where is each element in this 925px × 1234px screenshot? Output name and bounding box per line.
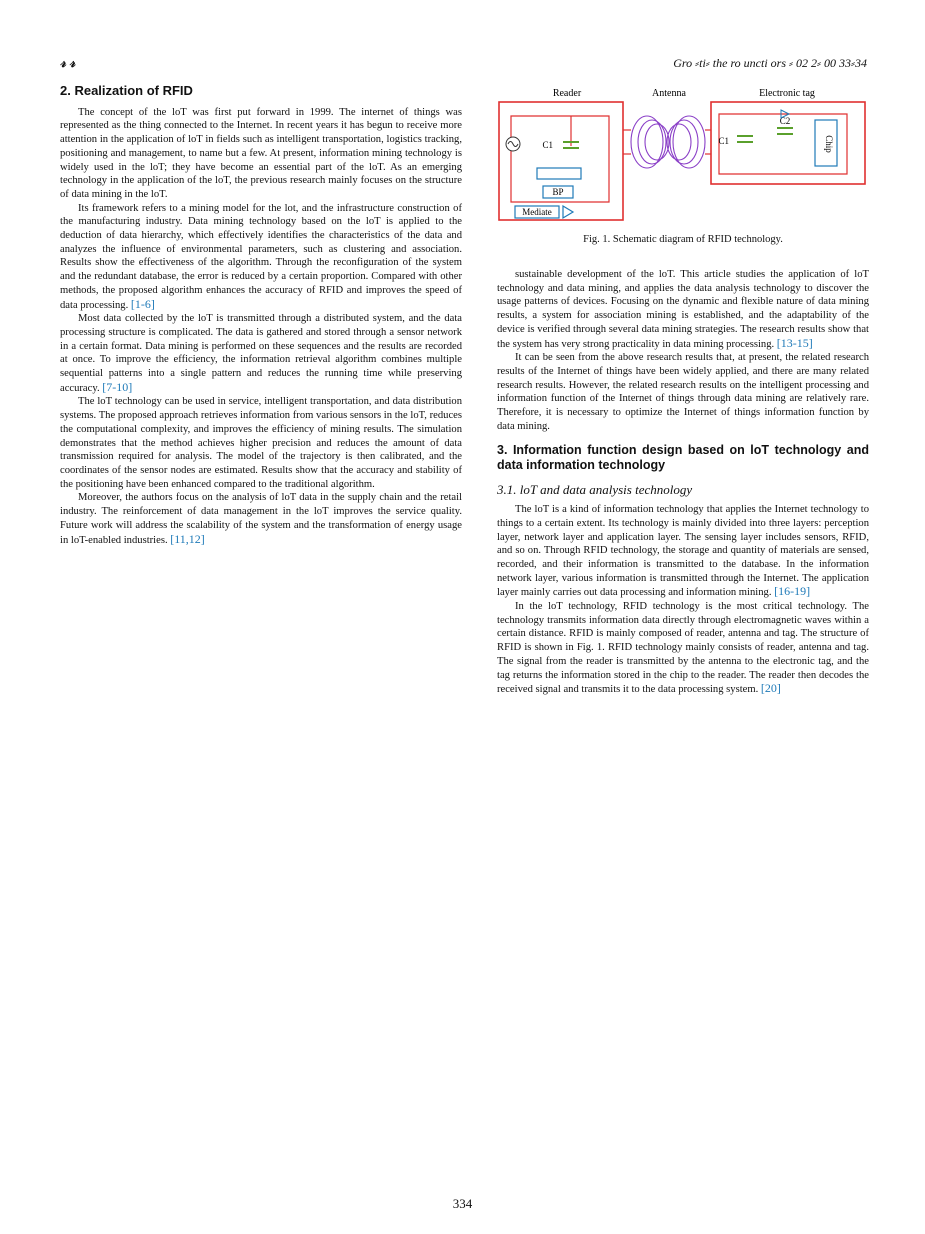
figure-caption: Fig. 1. Schematic diagram of RFID technology. <box>583 234 783 245</box>
running-header-left: 𝓇 𝓇 <box>60 56 76 71</box>
citation: [20] <box>760 681 781 696</box>
antenna-label: Antenna <box>652 88 686 99</box>
body-paragraph: Most data collected by the loT is transmitted through a distributed system, and the data processing structure is complicated. The data is gathered and stored through a sensor network in a certain format. Data mining is performed on these sequences and the results are recorded at once. To improve the efficiency, the information retrieval algorithm combines multiple sequential patterns into a single pattern and reduces the running time while preserving accuracy. [7-10] <box>60 313 462 394</box>
section-heading: 3. Information function design based on loT technology and data information technology <box>497 443 869 473</box>
body-paragraph: sustainable development of the loT. This article studies the application of loT technology and data mining, and applies the data analysis technology to discover the usage patterns of devices. Focusing on the dynamic and flexible nature of data mining results, a system for association mining is established, and the adaptability of the device is verified through several data mining strategies. The research results show that the system has very strong practicality in data mining processing. [13-15] <box>497 269 869 350</box>
svg-text:Chip: Chip <box>824 135 834 153</box>
page-number: 334 <box>452 1196 473 1211</box>
subsection-heading: 3.1. loT and data analysis technology <box>497 482 693 498</box>
body-paragraph: In the loT technology, RFID technology is the most critical technology. The technology transmits information data directly through electromagnetic waves within a certain distance. RFID is mainly composed of reader, antenna and tag. The structure of RFID is shown in Fig. 1. RFID technology mainly consists of reader, antenna and tag. The signal from the reader is transmitted by the antenna to the electronic tag, and the tag returns the information stored in the chip to the reader. The reader then decodes the received signal and transmits it to the data processing system. [20] <box>497 601 869 696</box>
svg-text:C1: C1 <box>718 136 729 146</box>
body-paragraph: Its framework refers to a mining model for the lot, and the infrastructure construction of the manufacturing industry. Data mining technology based on the loT is applied to the deduction of data hierarchy, which effectively identifies the characteristics of the data and analyzes the influence of environmental parameters, such as clustering and association. Results show the effectiveness of the algorithm. Through the reconfiguration of the system and the redundant database, the error is reduced by a certain proportion. Compared with other methods, the proposed algorithm enhances the accuracy of RFID and improves the speed of data processing. [1-6] <box>60 202 462 311</box>
body-paragraph: The loT is a kind of information technology that applies the Internet technology to things to a certain extent. Its technology is mainly divided into three layers: perception layer, network layer and application layer. The sensing layer includes sensors, RFID, and so on. Through RFID technology, the storage and quantity of materials are sensed, recorded, and their information is transmitted to the database. In the information network layer, various information is transmitted through the Internet. The application layer mainly carries out data processing and information mining. [16-19] <box>497 504 869 599</box>
running-header-right: Gro ⸗ti⸗ the ro uncti ors ⸗ 02 2⸗ 00 33⸗34 <box>673 56 867 70</box>
tag-label: Electronic tag <box>759 88 815 99</box>
svg-text:C1: C1 <box>542 140 553 150</box>
section-heading: 2. Realization of RFID <box>60 83 193 98</box>
left-column <box>60 84 462 547</box>
reader-label: Reader <box>552 88 582 99</box>
rfid-schematic-figure <box>497 84 869 256</box>
svg-text:C2: C2 <box>779 116 791 126</box>
antenna-coil-icon <box>631 116 705 168</box>
citation: [11,12] <box>170 531 205 546</box>
svg-text:BP: BP <box>552 187 564 197</box>
citation: [16-19] <box>774 584 811 599</box>
resistor-block <box>537 168 581 179</box>
body-paragraph: Moreover, the authors focus on the analysis of loT data in the supply chain and the retail industry. The reinforcement of data management in the loT improves the service quality. Future work will address the scalability of the system and the transformation of energy usage in loT-enabled industries. [11,12] <box>60 492 462 546</box>
rfid-schematic-diagram <box>497 84 869 232</box>
citation: [1-6] <box>130 296 155 311</box>
citation: [13-15] <box>776 335 813 350</box>
svg-text:Mediate: Mediate <box>522 207 552 217</box>
right-column <box>497 268 869 697</box>
body-paragraph: It can be seen from the above research results that, at present, the related research results of the Internet of things have been widely applied, and there are many related research results. However, the related research results on the intelligent processing and information function of the Internet of things through data mining are relatively rare. Therefore, it is necessary to optimize the Internet of things information function by data mining. <box>497 352 869 432</box>
body-paragraph: The loT technology can be used in service, intelligent transportation, and data distribution systems. The proposed approach retrieves information from various sensors in the loT, reduces the computational complexity, and improves the efficiency of mining results. The simulation demonstrates that the method achieves higher precision and reduces the amount of data transmission required for analysis. The model of the trajectory is then calibrated, and the coordinates of the sensor nodes are estimated. Results show that the accuracy and stability of the positioning have been enhanced compared to the traditional algorithm. <box>60 396 462 490</box>
amplifier-icon <box>563 206 573 218</box>
body-paragraph: The concept of the loT was first put forward in 1999. The internet of things was represented as the thing connected to the Internet. In recent years it has begun to receive more attention in the application of loT in fields such as intelligent transportation, logistics tracking, positioning and management, to name but a few. At present, information mining technology is widely used in the loT; they have become an essential part of the loT. As an emerging technology in the application of the loT, the previous research mainly focuses on the structure of data mining in the loT. <box>60 106 462 200</box>
citation: [7-10] <box>102 379 133 394</box>
